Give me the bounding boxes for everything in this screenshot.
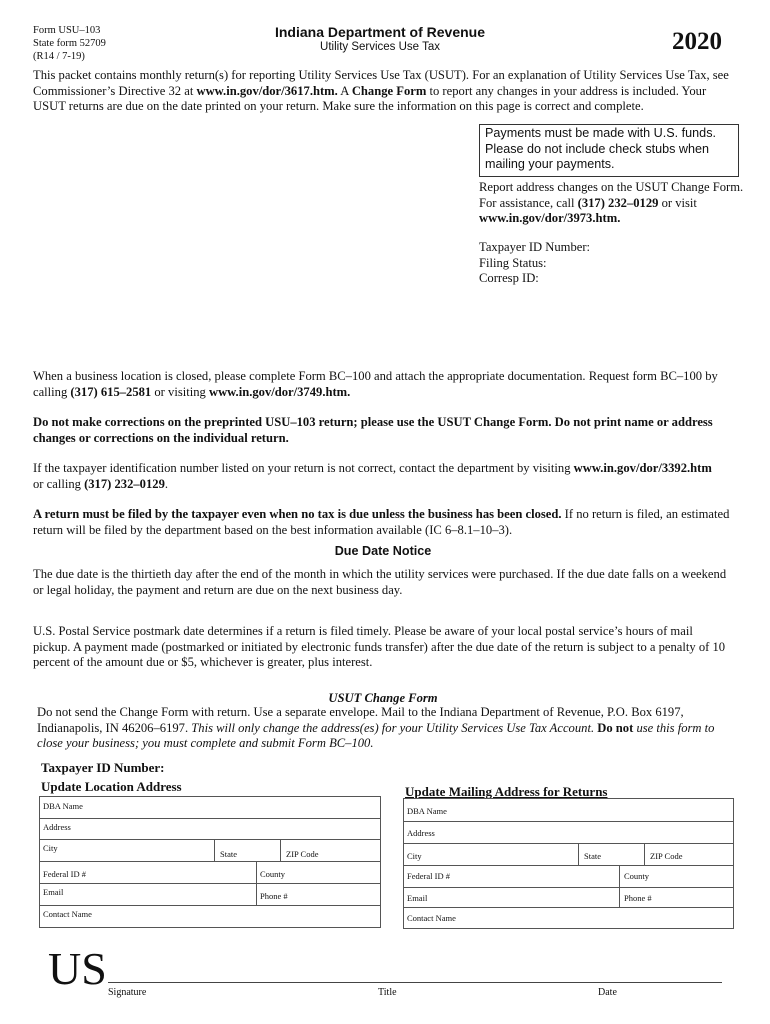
form-number: Form USU–103 bbox=[33, 25, 101, 36]
mail-phone-field[interactable]: Phone # bbox=[624, 893, 652, 903]
intro-text-2: A bbox=[337, 83, 352, 98]
assistance-link[interactable]: www.in.gov/dor/3973.htm. bbox=[479, 211, 621, 225]
signature-label: Signature bbox=[108, 987, 147, 998]
loc-phone-field[interactable]: Phone # bbox=[260, 891, 288, 901]
loc-contact-field[interactable]: Contact Name bbox=[43, 909, 92, 919]
tin-text-3: . bbox=[164, 476, 169, 491]
change-form-do-not: Do not bbox=[597, 720, 634, 735]
directive-link[interactable]: www.in.gov/dor/3617.htm. bbox=[196, 83, 338, 98]
filing-requirement-paragraph bbox=[33, 507, 733, 538]
loc-county-field[interactable]: County bbox=[260, 869, 286, 879]
mail-zip-field[interactable]: ZIP Code bbox=[650, 851, 683, 861]
tin-phone: (317) 232–0129 bbox=[84, 476, 165, 491]
form-subtitle: Utility Services Use Tax bbox=[320, 41, 440, 53]
change-form-ref: Change Form bbox=[351, 83, 427, 98]
filing-requirement-bold: A return must be filed by the taxpayer even when no tax is due unless the business has been closed. bbox=[33, 507, 562, 521]
loc-federal-id-field[interactable]: Federal ID # bbox=[43, 869, 86, 879]
no-corrections-text: Do not make corrections on the preprinted USU–103 return; please use the USUT Change Form. Do not print name or address changes or corrections on the individual return. bbox=[33, 415, 713, 445]
loc-dba-field[interactable]: DBA Name bbox=[43, 801, 83, 811]
assistance-info bbox=[479, 180, 749, 227]
state-form-number: State form 52709 bbox=[33, 38, 106, 49]
intro-paragraph bbox=[33, 68, 733, 115]
tin-text: If the taxpayer identification number listed on your return is not correct, contact the department by visiting bbox=[33, 461, 574, 475]
assistance-text: For assistance, call bbox=[479, 195, 578, 210]
taxpayer-id-label: Taxpayer ID Number: bbox=[479, 240, 591, 254]
address-change-note: Report address changes on the USUT Change Form. bbox=[479, 180, 744, 194]
date-label: Date bbox=[598, 987, 617, 998]
closed-link[interactable]: www.in.gov/dor/3749.htm. bbox=[208, 384, 351, 399]
change-form-heading: USUT Change Form bbox=[328, 691, 438, 705]
filing-status-label: Filing Status: bbox=[479, 255, 547, 270]
taxpayer-info bbox=[479, 240, 749, 287]
closed-text: When a business location is closed, please complete Form BC–100 and attach the appropriate documentation. Request form BC–100 by calling bbox=[33, 369, 718, 399]
us-logo: US bbox=[48, 943, 107, 994]
location-address-heading: Update Location Address bbox=[41, 779, 182, 794]
closed-text-2: or visiting bbox=[151, 384, 209, 399]
change-form-italic: This will only change the address(es) for your Utility Services Use Tax Account. bbox=[191, 720, 598, 735]
loc-email-field[interactable]: Email bbox=[43, 887, 64, 897]
tax-year: 2020 bbox=[672, 28, 722, 55]
change-form-italic-2: use this form to close your business; you must complete and submit Form BC–100. bbox=[37, 720, 715, 750]
revision-code: (R14 / 7-19) bbox=[33, 51, 85, 62]
form-id-block bbox=[33, 24, 106, 63]
postmark-paragraph: U.S. Postal Service postmark date determines if a return is filed timely. Please be aware of your local postal service’s hours of mail pickup. A payment made (postmarked or initiated by electronic funds transfer) after the due date of the return is subject to a penalty of 10 percent of the amount due or $5, whichever is greater, plus interest. bbox=[33, 624, 726, 669]
no-corrections-paragraph bbox=[33, 415, 733, 446]
form-title bbox=[260, 24, 500, 54]
corresp-id-label: Corresp ID: bbox=[479, 271, 539, 285]
mail-dba-field[interactable]: DBA Name bbox=[407, 806, 447, 816]
intro-text: This packet contains monthly return(s) for reporting Utility Services Use Tax (USUT). For an explanation of Utility Services Use Tax, see Commissioner’s Directive 32 at bbox=[33, 68, 729, 98]
tin-paragraph bbox=[33, 461, 733, 492]
mail-city-field[interactable]: City bbox=[407, 851, 422, 861]
loc-zip-field[interactable]: ZIP Code bbox=[286, 849, 319, 859]
mail-address-field[interactable]: Address bbox=[407, 828, 435, 838]
filing-requirement-text: If no return is filed, an estimated return will be filed by the department based on the best information available (IC 6–8.1–10–3). bbox=[33, 507, 730, 537]
due-date-paragraph: The due date is the thirtieth day after the end of the month in which the utility services were purchased. If the due date falls on a weekend or legal holiday, the payment and return are due on the next business day. bbox=[33, 567, 727, 597]
department-name: Indiana Department of Revenue bbox=[274, 24, 486, 40]
payment-notice-box: Payments must be made with U.S. funds. Please do not include check stubs when mailing your payments. bbox=[479, 124, 739, 177]
change-form-instructions bbox=[37, 705, 717, 752]
tin-text-2: or calling bbox=[33, 476, 85, 491]
mailing-address-form bbox=[403, 798, 734, 929]
mail-contact-field[interactable]: Contact Name bbox=[407, 913, 456, 923]
assistance-text-2: or visit bbox=[658, 195, 697, 210]
tin-link[interactable]: www.in.gov/dor/3392.htm bbox=[573, 461, 712, 475]
signature-line[interactable] bbox=[108, 982, 722, 983]
mail-federal-id-field[interactable]: Federal ID # bbox=[407, 871, 450, 881]
closed-business-paragraph bbox=[33, 369, 733, 400]
title-label: Title bbox=[378, 987, 397, 998]
change-form-text: Do not send the Change Form with return. Use a separate envelope. Mail to the Indiana Department of Revenue, P.O. Box 6197, Indianapolis, IN 46206–6197. bbox=[37, 705, 684, 735]
closed-phone: (317) 615–2581 bbox=[70, 384, 152, 399]
mail-county-field[interactable]: County bbox=[624, 871, 650, 881]
loc-city-field[interactable]: City bbox=[43, 843, 58, 853]
assistance-line bbox=[479, 196, 749, 212]
location-address-form bbox=[39, 796, 381, 928]
due-date-heading: Due Date Notice bbox=[334, 544, 432, 558]
mail-email-field[interactable]: Email bbox=[407, 893, 428, 903]
change-form-taxpayer-id: Taxpayer ID Number: bbox=[41, 760, 165, 775]
intro-text-3: to report any changes in your address is included. Your USUT returns are due on the date printed on your return. Make sure the information on this page is correct and complete. bbox=[33, 83, 707, 113]
mail-state-field[interactable]: State bbox=[584, 851, 601, 861]
mailing-address-heading: Update Mailing Address for Returns bbox=[405, 784, 608, 799]
assistance-phone: (317) 232–0129 bbox=[577, 195, 659, 210]
loc-state-field[interactable]: State bbox=[220, 849, 237, 859]
loc-address-field[interactable]: Address bbox=[43, 822, 71, 832]
